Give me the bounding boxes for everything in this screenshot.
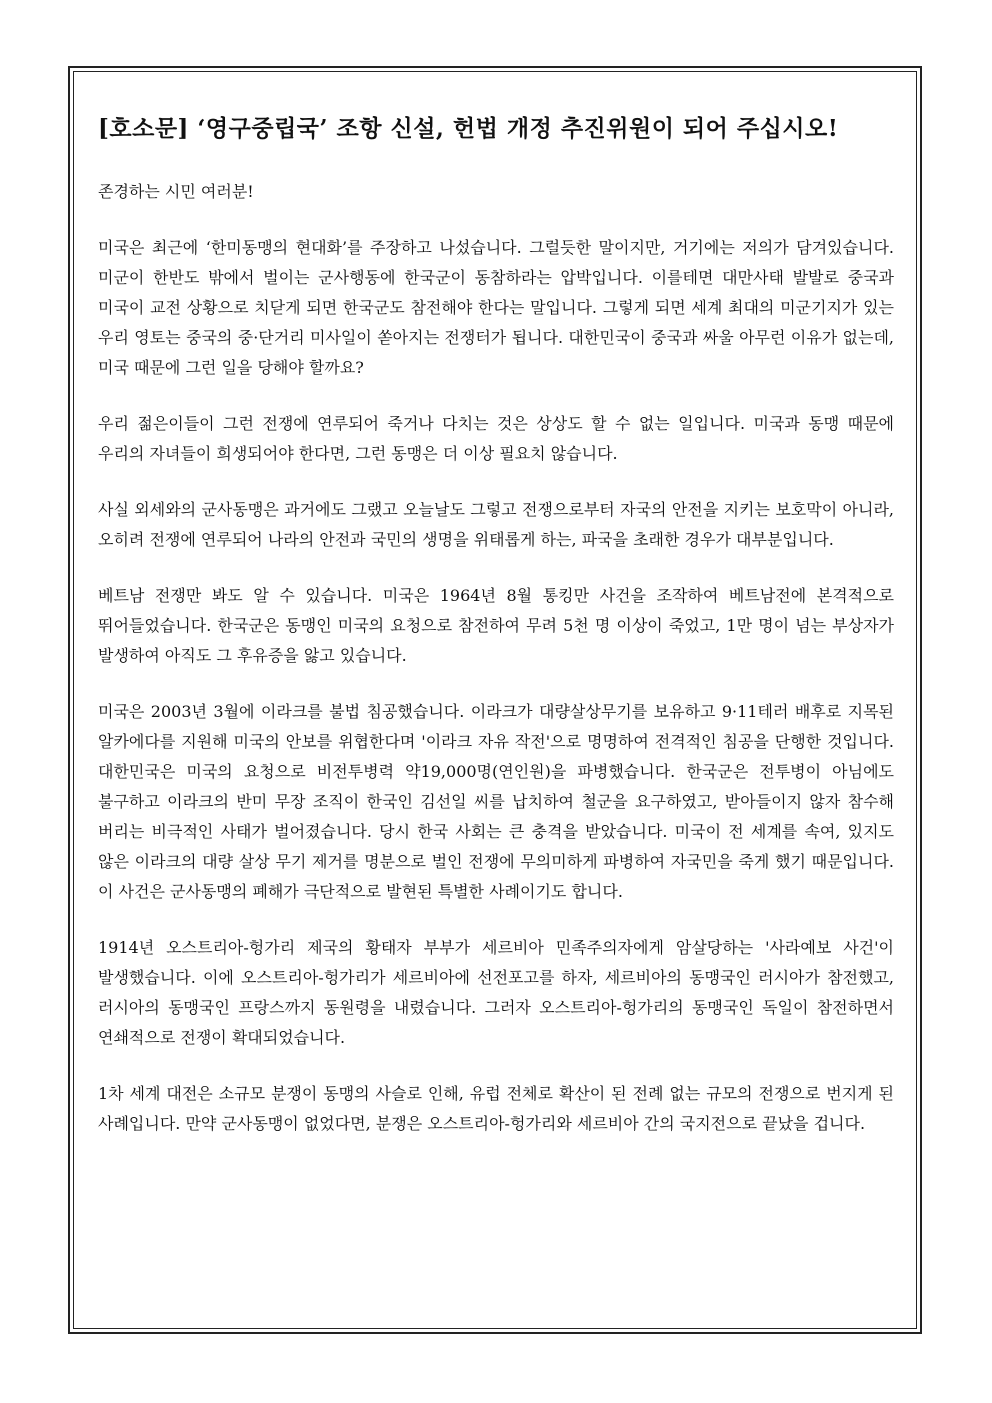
- document-body: [98, 110, 894, 1165]
- document-border: [68, 66, 922, 1334]
- paragraph-7: 1차 세계 대전은 소규모 분쟁이 동맹의 사슬로 인해, 유럽 전체로 확산이 된 전례 없는 규모의 전쟁으로 번지게 된 사례입니다. 만약 군사동맹이 없었다면, 분쟁은 오스트리아-헝가리와 세르비아 간의 국지전으로 끝났을 겁니다.: [98, 1084, 894, 1133]
- paragraph-2: 우리 젊은이들이 그런 전쟁에 연루되어 죽거나 다치는 것은 상상도 할 수 없는 일입니다. 미국과 동맹 때문에 우리의 자녀들이 희생되어야 한다면, 그런 동맹은 더 이상 필요치 않습니다.: [98, 414, 894, 463]
- paragraph-3: 사실 외세와의 군사동맹은 과거에도 그랬고 오늘날도 그렇고 전쟁으로부터 자국의 안전을 지키는 보호막이 아니라, 오히려 전쟁에 연루되어 나라의 안전과 국민의 생명을 위태롭게 하는, 파국을 초래한 경우가 대부분입니다.: [98, 500, 894, 549]
- document-inner-border: [73, 71, 917, 1329]
- paragraph-1: 미국은 최근에 ‘한미동맹의 현대화’를 주장하고 나섰습니다. 그럴듯한 말이지만, 거기에는 저의가 담겨있습니다. 미군이 한반도 밖에서 벌이는 군사행동에 한국군이 동참하라는 압박입니다. 이를테면 대만사태 발발로 중국과 미국이 교전 상황으로 치닫게 되면 한국군도 참전해야 한다는 말입니다. 그렇게 되면 세계 최대의 미군기지가 있는 우리 영토는 중국의 중·단거리 미사일이 쏟아지는 전쟁터가 됩니다. 대한민국이 중국과 싸울 아무런 이유가 없는데, 미국 때문에 그런 일을 당해야 할까요?: [98, 238, 894, 377]
- document-title: [호소문] ‘영구중립국’ 조항 신설, 헌법 개정 추진위원이 되어 주십시오!: [98, 115, 839, 142]
- paragraph-6: 1914년 오스트리아-헝가리 제국의 황태자 부부가 세르비아 민족주의자에게 암살당하는 '사라예보 사건'이 발생했습니다. 이에 오스트리아-헝가리가 세르비아에 선전포고를 하자, 세르비아의 동맹국인 러시아가 참전했고, 러시아의 동맹국인 프랑스까지 동원령을 내렸습니다. 그러자 오스트리아-헝가리의 동맹국인 독일이 참전하면서 연쇄적으로 전쟁이 확대되었습니다.: [98, 938, 894, 1047]
- paragraph-5: 미국은 2003년 3월에 이라크를 불법 침공했습니다. 이라크가 대량살상무기를 보유하고 9·11테러 배후로 지목된 알카에다를 지원해 미국의 안보를 위협한다며 '이라크 자유 작전'으로 명명하여 전격적인 침공을 단행한 것입니다. 대한민국은 미국의 요청으로 비전투병력 약19,000명(연인원)을 파병했습니다. 한국군은 전투병이 아님에도 불구하고 이라크의 반미 무장 조직이 한국인 김선일 씨를 납치하여 철군을 요구하였고, 받아들이지 않자 참수해 버리는 비극적인 사태가 벌어졌습니다. 당시 한국 사회는 큰 충격을 받았습니다. 미국이 전 세계를 속여, 있지도 않은 이라크의 대량 살상 무기 제거를 명분으로 벌인 전쟁에 무의미하게 파병하여 자국민을 죽게 했기 때문입니다. 이 사건은 군사동맹의 폐해가 극단적으로 발현된 특별한 사례이기도 합니다.: [98, 702, 894, 901]
- paragraph-4: 베트남 전쟁만 봐도 알 수 있습니다. 미국은 1964년 8월 통킹만 사건을 조작하여 베트남전에 본격적으로 뛰어들었습니다. 한국군은 동맹인 미국의 요청으로 참전하여 무려 5천 명 이상이 죽었고, 1만 명이 넘는 부상자가 발생하여 아직도 그 후유증을 앓고 있습니다.: [98, 586, 894, 665]
- greeting: 존경하는 시민 여러분!: [98, 182, 254, 201]
